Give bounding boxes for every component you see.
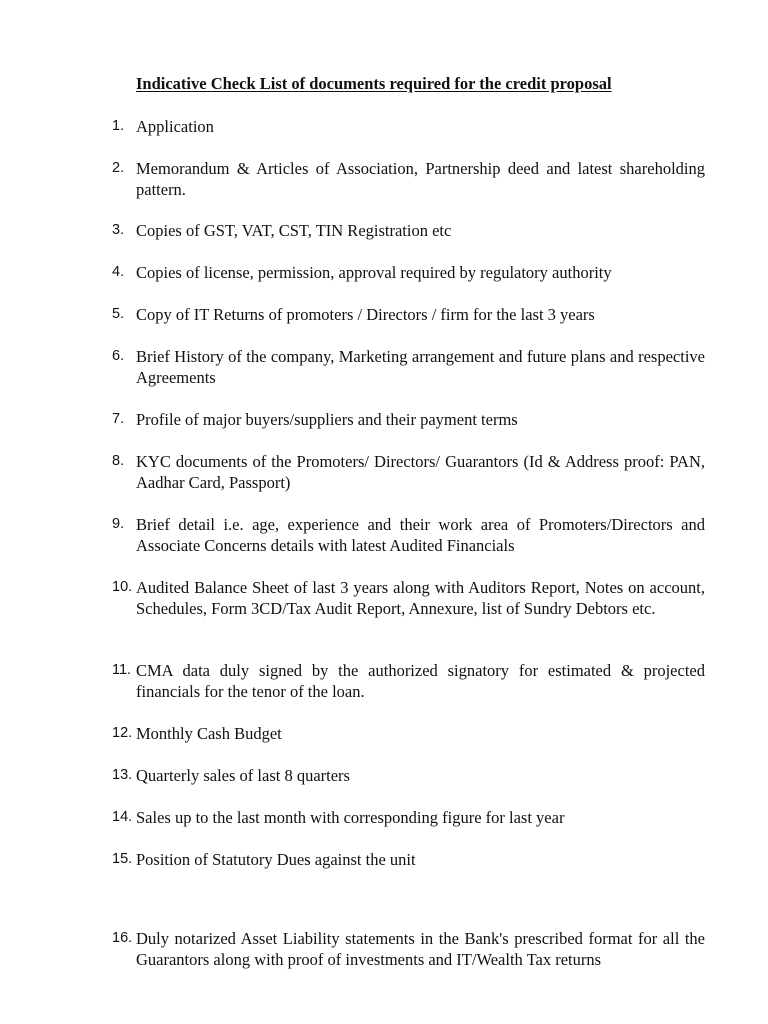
item-number: 8. xyxy=(112,453,125,469)
item-number: 12. xyxy=(112,725,133,741)
page-title: Indicative Check List of documents required for the credit proposal xyxy=(136,74,612,93)
item-text: Monthly Cash Budget xyxy=(136,724,282,743)
item-text: Position of Statutory Dues against the unit xyxy=(136,850,416,869)
list-item xyxy=(112,262,705,283)
item-text: Duly notarized Asset Liability statements in the Bank's prescribed format for all the Guarantors along with proof of investments and IT/Wealth Tax returns xyxy=(136,929,705,969)
list-item xyxy=(112,928,705,970)
item-text: Profile of major buyers/suppliers and their payment terms xyxy=(136,410,518,429)
item-text: Audited Balance Sheet of last 3 years along with Auditors Report, Notes on account, Schedules, Form 3CD/Tax Audit Report, Annexure, list of Sundry Debtors etc. xyxy=(136,578,705,618)
item-number: 1. xyxy=(112,118,125,134)
item-text: Memorandum & Articles of Association, Partnership deed and latest shareholding pattern. xyxy=(136,159,705,199)
item-text: Copy of IT Returns of promoters / Directors / firm for the last 3 years xyxy=(136,305,595,324)
item-text: Copies of GST, VAT, CST, TIN Registration etc xyxy=(136,221,452,240)
list-item xyxy=(112,577,705,619)
list-item xyxy=(112,116,705,137)
item-number: 16. xyxy=(112,930,133,946)
list-item xyxy=(112,304,705,325)
item-number: 4. xyxy=(112,264,125,280)
list-item xyxy=(112,220,705,241)
item-text: Sales up to the last month with corresponding figure for last year xyxy=(136,808,565,827)
list-item xyxy=(112,346,705,388)
item-number: 5. xyxy=(112,306,125,322)
item-number: 15. xyxy=(112,851,133,867)
item-text: Copies of license, permission, approval required by regulatory authority xyxy=(136,263,612,282)
item-number: 3. xyxy=(112,222,125,238)
list-item xyxy=(112,660,705,702)
item-number: 2. xyxy=(112,160,125,176)
item-number: 13. xyxy=(112,767,133,783)
item-number: 7. xyxy=(112,411,125,427)
list-item xyxy=(112,158,705,200)
list-item xyxy=(112,765,705,786)
list-item xyxy=(112,723,705,744)
item-text: Brief detail i.e. age, experience and their work area of Promoters/Directors and Associate Concerns details with latest Audited Financials xyxy=(136,515,705,555)
item-text: KYC documents of the Promoters/ Directors/ Guarantors (Id & Address proof: PAN, Aadhar Card, Passport) xyxy=(136,452,705,492)
item-number: 6. xyxy=(112,348,125,364)
item-text: Brief History of the company, Marketing arrangement and future plans and respective Agreements xyxy=(136,347,705,387)
list-item xyxy=(112,807,705,828)
item-text: Quarterly sales of last 8 quarters xyxy=(136,766,350,785)
item-number: 9. xyxy=(112,516,125,532)
list-item xyxy=(112,409,705,430)
list-item xyxy=(112,514,705,556)
list-item xyxy=(112,849,705,870)
item-number: 11. xyxy=(112,662,132,678)
list-item xyxy=(112,451,705,493)
item-number: 14. xyxy=(112,809,133,825)
item-text: Application xyxy=(136,117,214,136)
item-number: 10. xyxy=(112,579,133,595)
item-text: CMA data duly signed by the authorized signatory for estimated & projected financials for the tenor of the loan. xyxy=(136,661,705,701)
